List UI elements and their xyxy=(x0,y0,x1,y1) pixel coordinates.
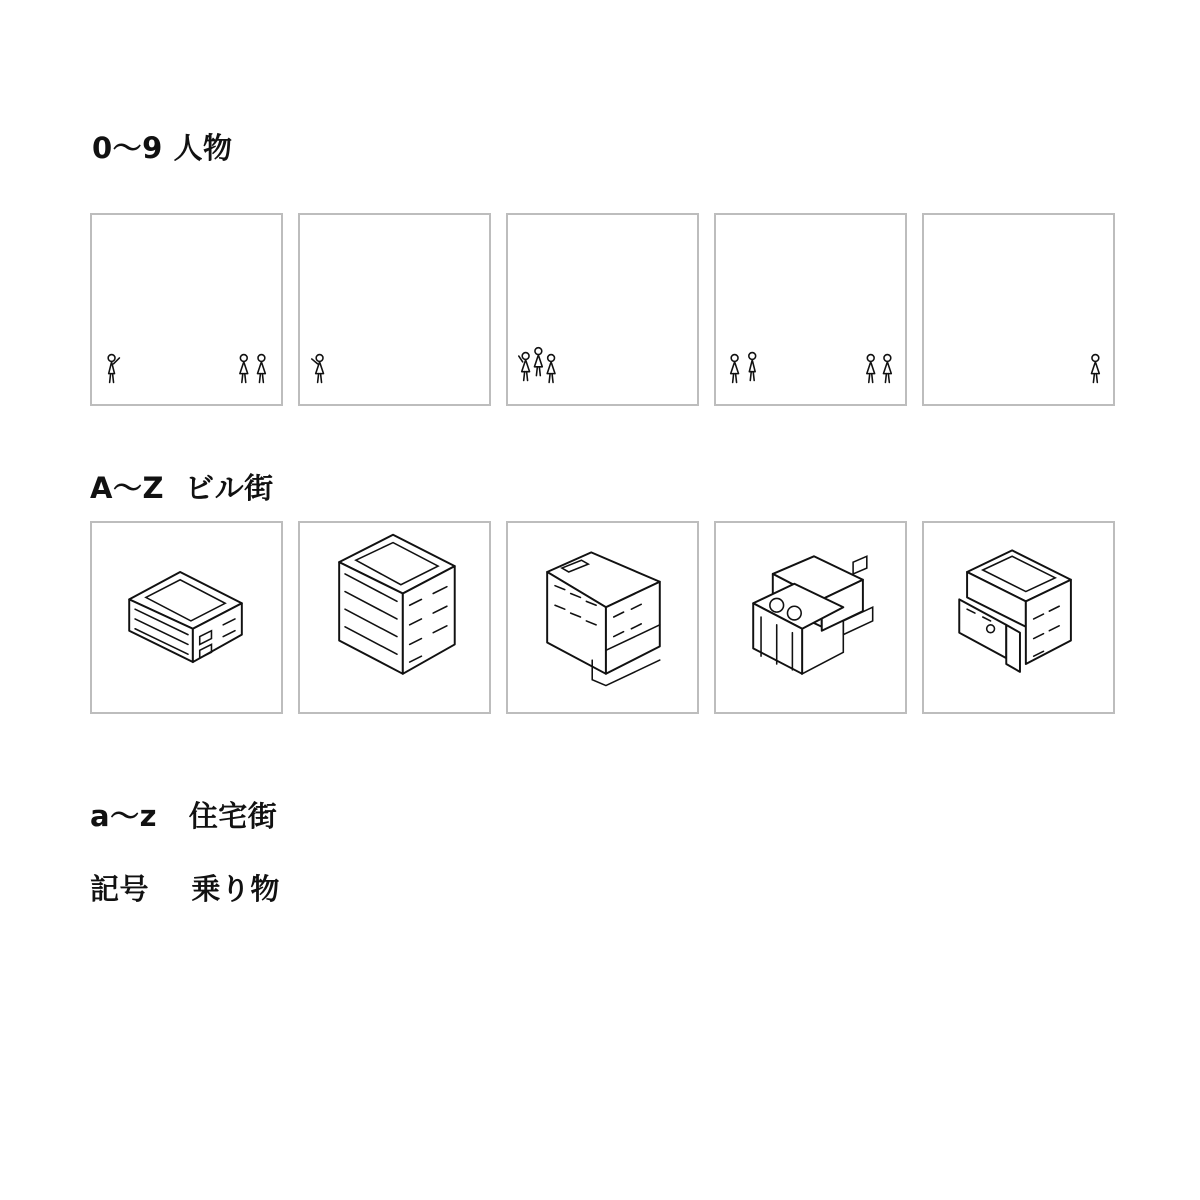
shop-house-icon xyxy=(716,523,905,712)
public-facility-icon xyxy=(924,523,1113,712)
people-tile-3 xyxy=(506,213,699,406)
section-heading-uppercase-buildings: A～Z ビル街 xyxy=(90,471,274,505)
people-tile-2 xyxy=(298,213,491,406)
people-tiles-row xyxy=(90,213,1115,406)
people-tile-1 xyxy=(90,213,283,406)
people-icon xyxy=(92,215,281,404)
section-heading-lowercase-residential: a～z 住宅街 xyxy=(90,799,278,833)
people-tile-4 xyxy=(714,213,907,406)
people-tile-5 xyxy=(922,213,1115,406)
building-tiles-row xyxy=(90,521,1115,714)
building-tile-5 xyxy=(922,521,1115,714)
building-tile-4 xyxy=(714,521,907,714)
building-tile-1 xyxy=(90,521,283,714)
section-heading-symbols-vehicles: 記号 乗り物 xyxy=(90,872,280,906)
building-tile-2 xyxy=(298,521,491,714)
low-apartment-icon xyxy=(92,523,281,712)
people-icon xyxy=(508,215,697,404)
people-icon xyxy=(300,215,489,404)
people-icon xyxy=(716,215,905,404)
tall-apartment-icon xyxy=(300,523,489,712)
building-tile-3 xyxy=(506,521,699,714)
people-icon xyxy=(924,215,1113,404)
office-building-icon xyxy=(508,523,697,712)
section-heading-numbers-people: 0～9 人物 xyxy=(92,131,233,165)
